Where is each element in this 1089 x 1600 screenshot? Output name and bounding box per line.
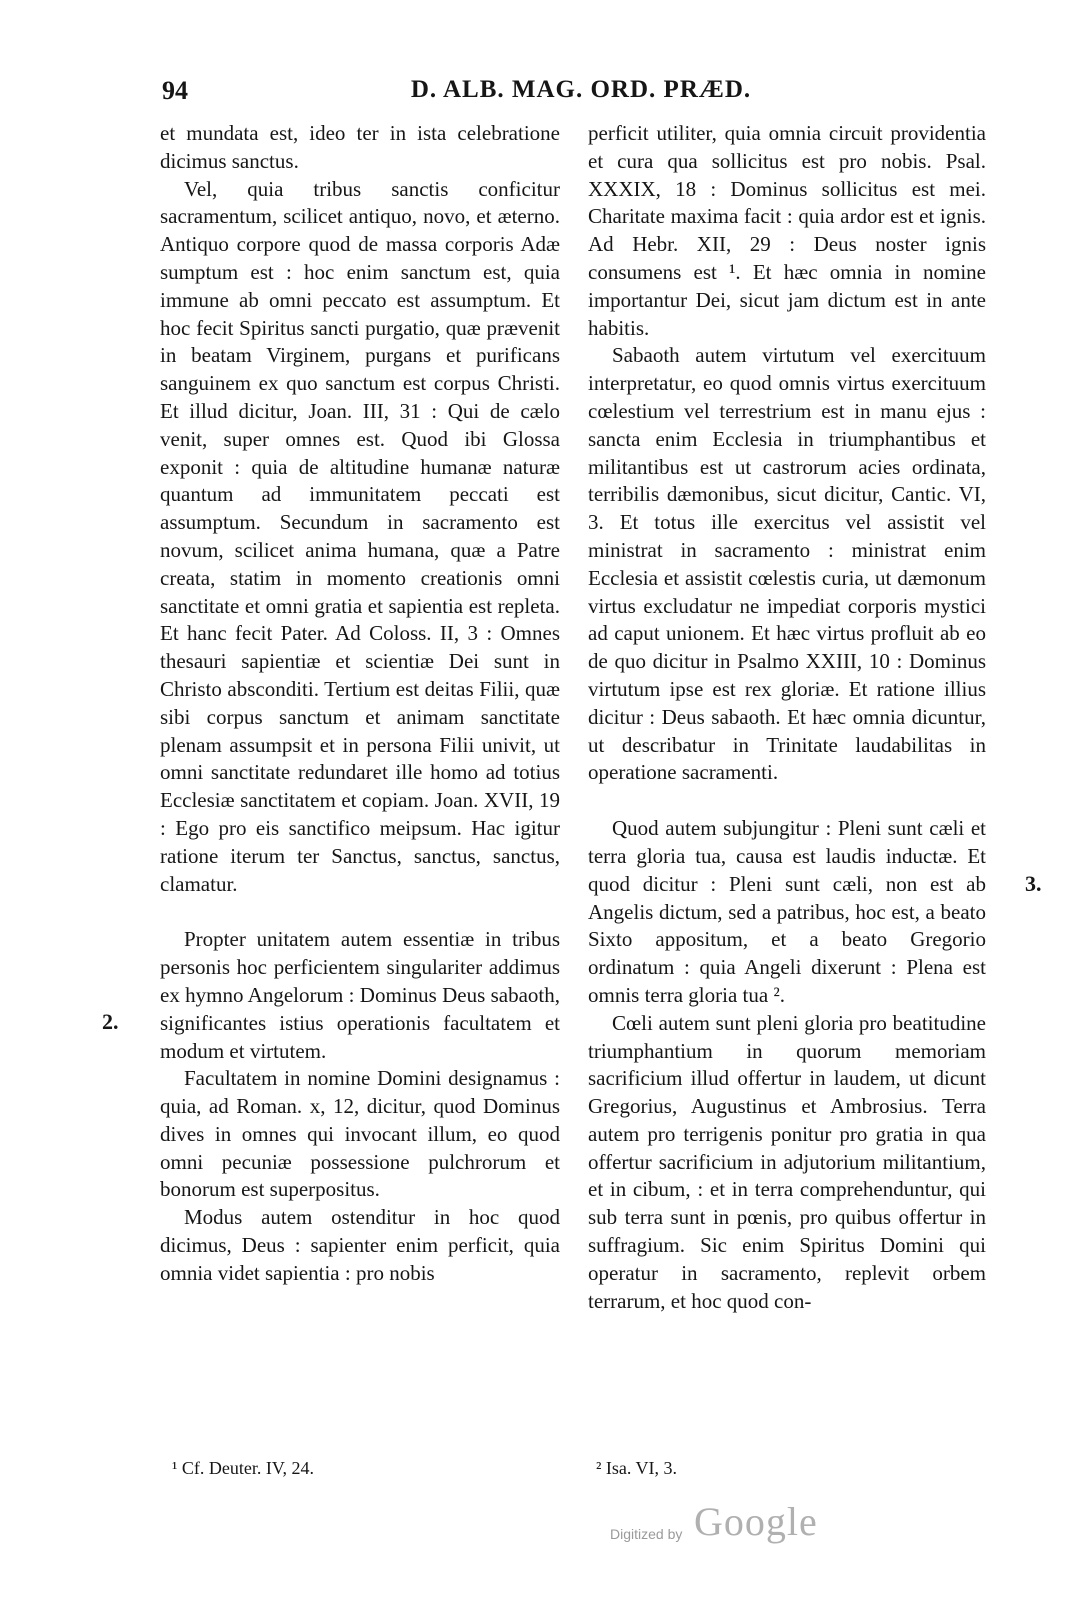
- watermark-caption: Digitized by: [610, 1526, 683, 1542]
- paragraph-gap: [588, 787, 986, 815]
- right-paragraph-4: Cœli autem sunt pleni gloria pro beatitudine triumphantium in quorum memoriam sacrificium illud offertur in laudem, ut dicunt Gregorius, Augustinus et Ambrosius. Terra autem pro terrigenis ponitur pro gratia in qua offertur sacrificium in adjutorium militantium, et in cibum, : et in terra comprehenduntur, qui sub terra sunt in pœnis, pro quibus offertur in suffragium. Sic enim Spiritus Domini qui operatur in sacramento, replevit orbem terrarum, et hoc quod con-: [588, 1010, 986, 1313]
- margin-section-number-2: 2.: [102, 1009, 119, 1034]
- paragraph-gap: [160, 898, 560, 926]
- footnote-2: ² Isa. VI, 3.: [596, 1458, 678, 1478]
- right-paragraph-3: Quod autem subjungitur : Pleni sunt cæli et terra gloria tua, causa est laudis inductæ. Et quod dicitur : Pleni sunt cæli, non est ab Angelis dictum, sed a patribus, hoc est, a beato Sixto appositum, et a beato Gregorio ordinatum : quia Angeli dixerunt : Plena est omnis terra gloria tua ².: [588, 816, 986, 1007]
- left-paragraph-5: Modus autem ostenditur in hoc quod dicimus, Deus : sapienter enim perficit, quia omnia videt sapientia : pro nobis: [160, 1205, 560, 1285]
- right-paragraph-1: perficit utiliter, quia omnia circuit providentia et cura qua sollicitus est pro nobis. Psal. XXXIX, 18 : Dominus sollicitus est mei. Charitate maxima facit : quia ardor est et ignis. Ad Hebr. XII, 29 : Deus noster ignis consumens est ¹. Et hæc omnia in nomine importantur Dei, sicut jam dictum est in ante habitis.: [588, 121, 986, 340]
- page-header: [162, 76, 1000, 112]
- margin-section-number-3: 3.: [1025, 871, 1042, 896]
- left-paragraph-2: Vel, quia tribus sanctis conficitur sacramentum, scilicet antiquo, novo, et æterno. Antiquo corpore quod de massa corporis Adæ sumptum est : hoc enim sanctum est, quia immune ab omni peccato est assumptum. Et hoc fecit Spiritus sancti purgatio, quæ prævenit in beatam Virginem, purgans et purificans sanguinem ex quo sanctum est corpus Christi. Et illud dicitur, Joan. III, 31 : Qui de cælo venit, super omnes est. Quod ibi Glossa exponit : quia de altitudine humanæ naturæ quantum ad immunitatem peccati est assumptum. Secundum in sacramento est novum, scilicet anima humana, quæ a Patre creata, statim in momento creationis omni sanctitate et omni gratia et sapientia est repleta. Et hanc fecit Pater. Ad Coloss. II, 3 : Omnes thesauri sapientiæ et scientiæ Dei sunt in Christo absconditi. Tertium est deitas Filii, quæ sibi corpus sanctum et animam sanctitate plenam assumpsit et in persona Filii univit, ut omni sanctitate redundaret ille homo ad totius Ecclesiæ sanctitatem et copiam. Joan. XVII, 19 : Ego pro eis sanctifico meipsum. Hac igitur ratione iterum ter Sanctus, sanctus, sanctus, clamatur.: [160, 176, 560, 896]
- footnote-1: ¹ Cf. Deuter. IV, 24.: [172, 1458, 315, 1478]
- left-paragraph-1: et mundata est, ideo ter in ista celebratione dicimus sanctus.: [160, 121, 560, 173]
- left-column: [160, 120, 560, 1288]
- digitized-watermark: [610, 1498, 830, 1558]
- left-paragraph-4: Facultatem in nomine Domini designamus : quia, ad Roman. x, 12, dicitur, quod Dominus dives in omnes qui invocant illum, eo quod omni pecuniæ possessione pulchrorum et bonorum est superpositus.: [160, 1066, 560, 1202]
- right-column: [588, 120, 986, 1315]
- left-paragraph-3: Propter unitatem autem essentiæ in tribus personis hoc perficientem singulariter addimus ex hymno Angelorum : Dominus Deus sabaoth, significantes istius operationis facultatem et modum et virtutem.: [160, 927, 560, 1063]
- running-head: D. ALB. MAG. ORD. PRÆD.: [410, 76, 752, 103]
- google-logo: Google: [694, 1499, 818, 1544]
- page-number: 94: [162, 76, 188, 105]
- right-paragraph-2: Sabaoth autem virtutum vel exercituum interpretatur, eo quod omnis virtus exercituum cœlestium vel terrestrium est in manu ejus : sancta enim Ecclesia in triumphantibus et militantibus est ut castrorum acies ordinata, terribilis dæmonibus, sicut dicitur, Cantic. VI, 3. Et totus ille exercitus vel assistit vel ministrat in sacramento : ministrat enim Ecclesia et assistit cœlestis curia, ut dæmonum virtus excludatur ne impediat corporis mystici ad caput unionem. Et hæc virtus profluit ab eo de quo dicitur in Psalmo XXIII, 10 : Dominus virtutum ipse est rex gloriæ. Et ratione illius dicitur : Deus sabaoth. Et hæc omnia dicuntur, ut describatur in Trinitate laudabilitas in operatione sacramenti.: [588, 343, 986, 785]
